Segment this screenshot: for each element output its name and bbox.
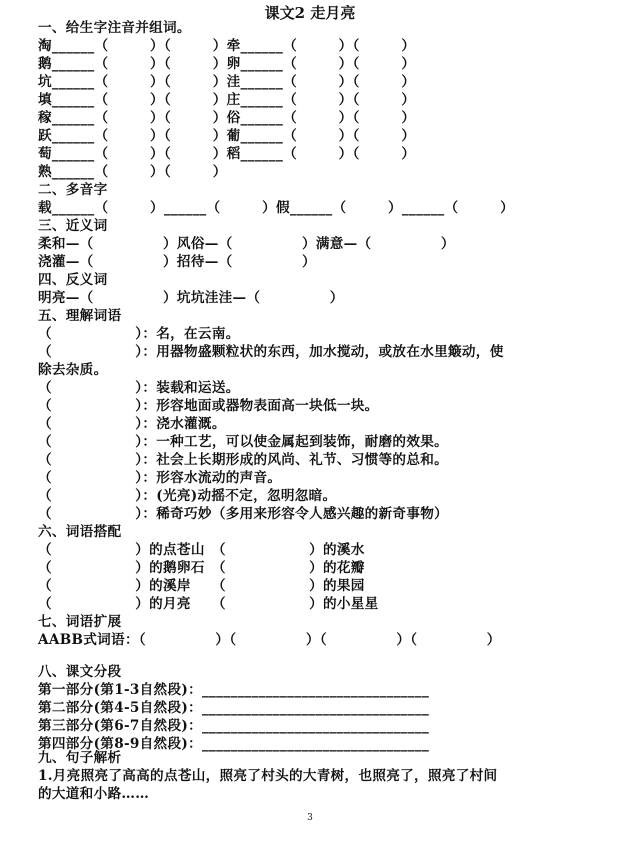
worksheet-line: （ ）：浇水灌溉。 [38, 416, 226, 432]
worksheet-line: （ ）的月亮 （ ）的小星星 [38, 596, 379, 612]
worksheet-line: （ ）：稀奇巧妙（多用来形容令人感兴趣的新奇事物） [38, 506, 449, 522]
worksheet-line: 四、反义词 [38, 272, 108, 288]
worksheet-line: 1.月亮照亮了高高的点苍山，照亮了村头的大青树，也照亮了，照亮了村间 [38, 768, 498, 784]
worksheet-line: 第二部分(第4-5自然段)：________________________________ [38, 700, 430, 716]
worksheet-line: 九、句子解析 [38, 750, 122, 766]
worksheet-line: 明亮—（ ）坑坑洼洼—（ ） [38, 290, 344, 306]
worksheet-line: （ ）的点苍山 （ ）的溪水 [38, 542, 365, 558]
worksheet-line: 载______（ ）______（ ）假______（ ）______（ ） [38, 200, 514, 216]
worksheet-line: （ ）：形容地面或器物表面高一块低一块。 [38, 398, 379, 414]
worksheet-line: 七、词语扩展 [38, 614, 122, 630]
worksheet-line: 第一部分(第1-3自然段)：________________________________ [38, 682, 430, 698]
worksheet-line: （ ）的溪岸 （ ）的果园 [38, 578, 365, 594]
worksheet-line: 鹅______（ ）（ ）卵______（ ）（ ） [38, 56, 416, 72]
worksheet-line: 跃______（ ）（ ）葡______（ ）（ ） [38, 128, 416, 144]
worksheet-line: （ ）：一种工艺，可以使金属起到装饰，耐磨的效果。 [38, 434, 449, 450]
worksheet-line: 稼______（ ）（ ）俗______（ ）（ ） [38, 110, 416, 126]
worksheet-line: 坑______（ ）（ ）洼______（ ）（ ） [38, 74, 416, 90]
worksheet-line: AABB式词语：（ ）（ ）（ ）（ ） [38, 632, 501, 648]
worksheet-line: 八、课文分段 [38, 664, 122, 680]
worksheet-line: 除去杂质。 [38, 362, 108, 378]
worksheet-line: 熟______（ ）（ ） [38, 164, 227, 180]
worksheet-line: 五、理解词语 [38, 308, 122, 324]
worksheet-line: （ ）：装载和运送。 [38, 380, 240, 396]
worksheet-line: （ ）：(光亮)动摇不定，忽明忽暗。 [38, 488, 337, 504]
worksheet-line: （ ）：名，在云南。 [38, 326, 240, 342]
page-number: 3 [307, 813, 313, 823]
worksheet-line: （ ）的鹅卵石 （ ）的花瓣 [38, 560, 365, 576]
worksheet-line: 填______（ ）（ ）庄______（ ）（ ） [38, 92, 416, 108]
worksheet-line: 二、多音字 [38, 182, 108, 198]
page-title: 课文2 走月亮 [264, 4, 356, 22]
worksheet-line: 淘______（ ）（ ）牵______（ ）（ ） [38, 38, 416, 54]
worksheet-line: 柔和—（ ）风俗—（ ）满意—（ ） [38, 236, 455, 252]
worksheet-line: 第三部分(第6-7自然段)：________________________________ [38, 718, 430, 734]
worksheet-line: 浇灌—（ ）招待—（ ） [38, 254, 316, 270]
worksheet-line: 的大道和小路…… [38, 786, 150, 802]
worksheet-line: 六、词语搭配 [38, 524, 122, 540]
worksheet-line: （ ）：社会上长期形成的风尚、礼节、习惯等的总和。 [38, 452, 449, 468]
worksheet-line: 萄______（ ）（ ）稻______（ ）（ ） [38, 146, 416, 162]
worksheet-line: （ ）：形容水流动的声音。 [38, 470, 282, 486]
worksheet-line: 一、给生字注音并组词。 [38, 20, 191, 36]
worksheet-line: 三、近义词 [38, 218, 108, 234]
worksheet-line: 第四部分(第8-9自然段)：________________________________ [38, 736, 430, 752]
worksheet-line: （ ）：用器物盛颗粒状的东西，加水搅动，或放在水里簸动，使 [38, 344, 504, 360]
